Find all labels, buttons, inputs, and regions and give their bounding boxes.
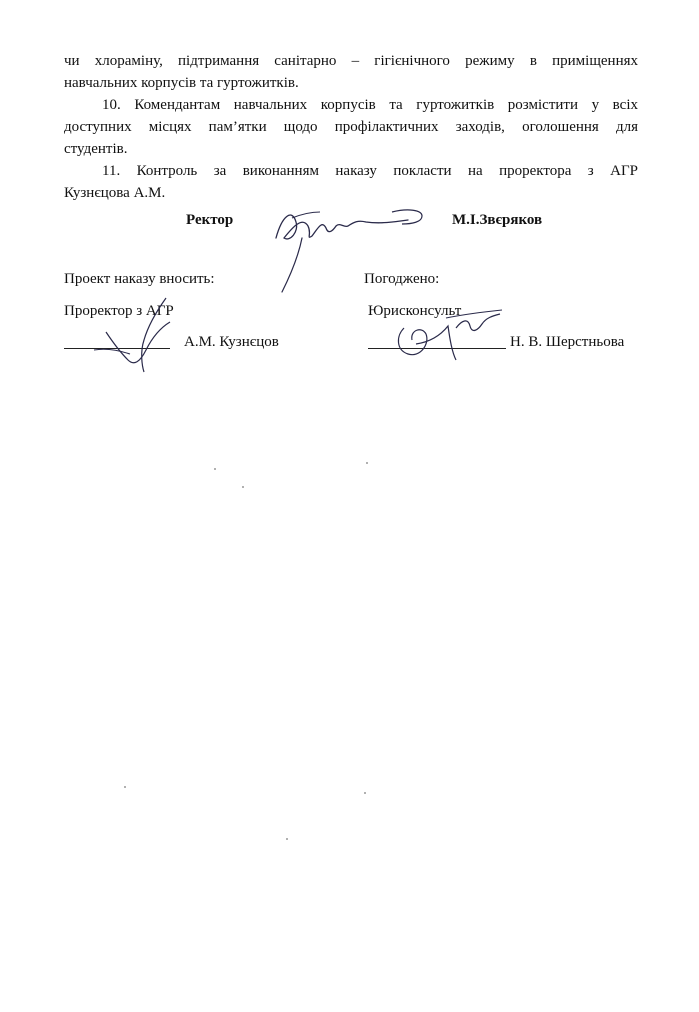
submitted-signature — [86, 292, 196, 378]
approved-name: Н. В. Шерстньова — [510, 334, 625, 350]
item-11-line-1: 11. Контроль за виконанням наказу покласти на проректора з АГР — [102, 163, 638, 179]
submitted-heading: Проект наказу вносить: — [64, 271, 215, 287]
continuation-paragraph — [64, 50, 638, 94]
scan-speck — [214, 468, 216, 470]
rector-title: Ректор — [186, 212, 234, 228]
continuation-line-1: чи хлораміну, підтримання санітарно – гігієнічного режиму в приміщеннях — [64, 53, 638, 69]
item-10-line-1: 10. Комендантам навчальних корпусів та гуртожитків розмістити у всіх — [102, 97, 638, 113]
item-10-line-3: студентів. — [64, 141, 128, 157]
submitted-position: Проректор з АГР — [64, 303, 174, 319]
item-10-line-2: доступних місцях пам’ятки щодо профілактичних заходів, оголошення для — [64, 119, 638, 135]
scan-speck — [124, 786, 126, 788]
item-11-line-2: Кузнєцова А.М. — [64, 185, 166, 201]
scan-speck — [286, 838, 288, 840]
rector-name: М.І.Звєряков — [452, 212, 543, 228]
scan-speck — [366, 462, 368, 464]
approved-heading: Погоджено: — [364, 271, 440, 287]
approved-signature — [386, 300, 506, 370]
continuation-line-2: навчальних корпусів та гуртожитків. — [64, 75, 299, 91]
approved-position: Юрисконсульт — [368, 303, 462, 319]
scan-speck — [242, 486, 244, 488]
scan-speck — [364, 792, 366, 794]
item-10-paragraph — [64, 94, 638, 160]
submitted-name: А.М. Кузнєцов — [184, 334, 279, 350]
